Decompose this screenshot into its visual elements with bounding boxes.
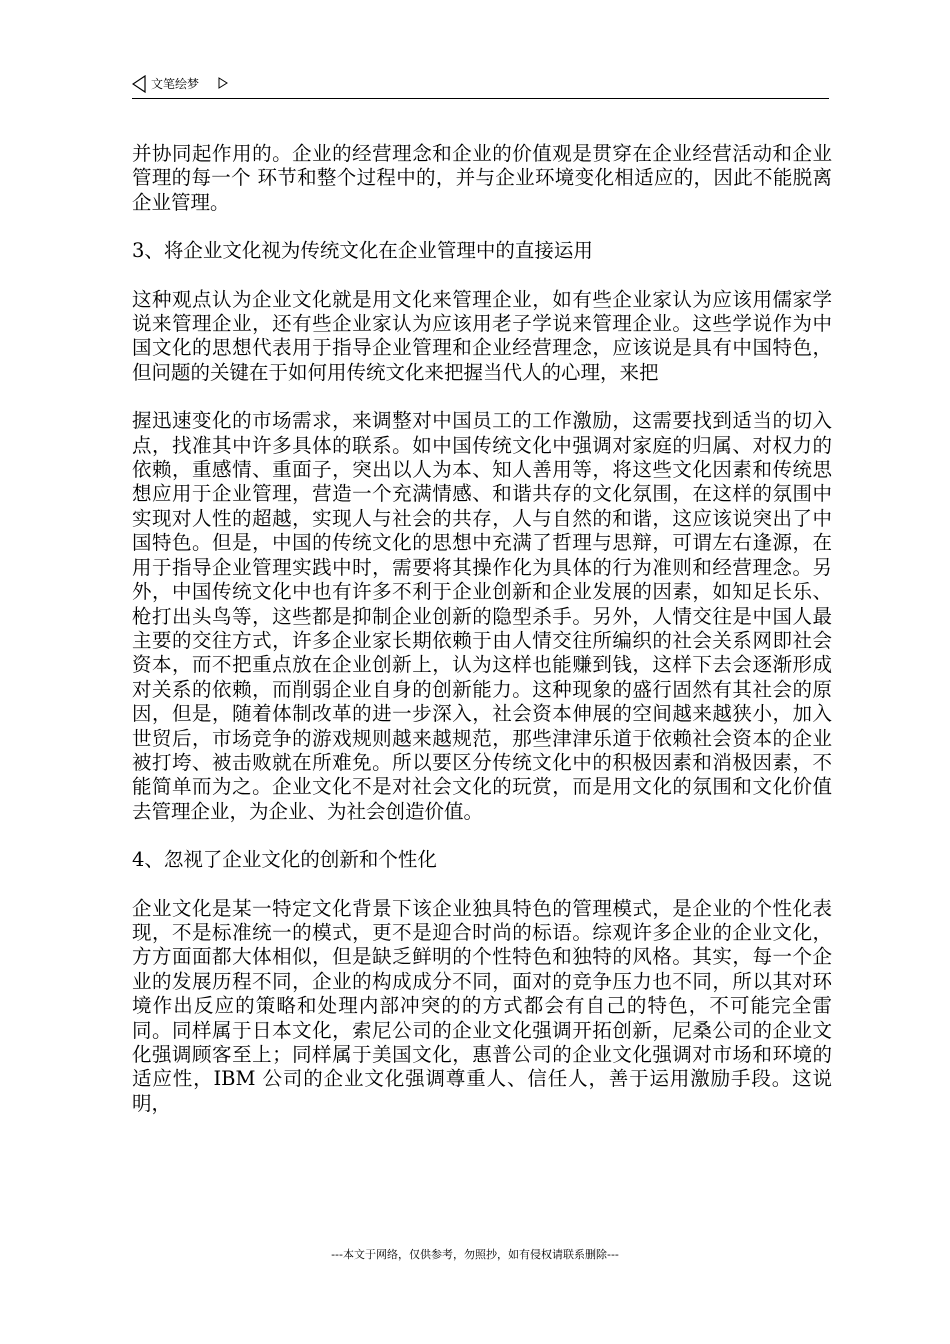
triangle-left-outline-icon [132,75,146,93]
paragraph: 这种观点认为企业文化就是用文化来管理企业，如有些企业家认为应该用儒家学说来管理企业，还有些企业家认为应该用老子学说来管理企业。这些学说作为中国文化的思想代表用于指导企业管理和企业经营理念，应该说是具有中国特色，但问题的关键在于如何用传统文化来把握当代人的心理，来把 [132,287,832,384]
document-body [132,142,832,1140]
paragraph: 企业文化是某一特定文化背景下该企业独具特色的管理模式，是企业的个性化表现，不是标准统一的模式，更不是迎合时尚的标语。综观许多企业的企业文化，方方面面都大体相似，但是缺乏鲜明的个性特色和独特的风格。其实，每一个企业的发展历程不同，企业的构成成分不同，面对的竞争压力也不同，所以其对环境作出反应的策略和处理内部冲突的的方式都会有自己的特色，不可能完全雷同。同样属于日本文化，索尼公司的企业文化强调开拓创新，尼桑公司的企业文化强调顾客至上；同样属于美国文化，惠普公司的企业文化强调对市场和环境的适应性，IBM 公司的企业文化强调尊重人、信任人，善于运用激励手段。这说明， [132,896,832,1115]
page-header [132,74,829,99]
section-heading: 4、忽视了企业文化的创新和个性化 [132,848,437,872]
paragraph: 并协同起作用的。企业的经营理念和企业的价值观是贯穿在企业经营活动和企业管理的每一个 环节和整个过程中的，并与企业环境变化相适应的，因此不能脱离企业管理。 [132,142,832,214]
page-footer: ---本文于网络，仅供参考，勿照抄，如有侵权请联系删除--- [331,1248,619,1261]
triangle-right-outline-icon [218,77,228,89]
section-heading: 3、将企业文化视为传统文化在企业管理中的直接运用 [132,239,593,263]
header-title: 文笔绘梦 [151,77,200,91]
paragraph: 握迅速变化的市场需求，来调整对中国员工的工作激励，这需要找到适当的切入点，找准其中许多具体的联系。如中国传统文化中强调对家庭的归属、对权力的依赖，重感情、重面子，突出以人为本、知人善用等，将这些文化因素和传统思想应用于企业管理，营造一个充满情感、和谐共存的文化氛围，在这样的氛围中实现对人性的超越，实现人与社会的共存，人与自然的和谐，这应该说突出了中国特色。但是，中国的传统文化的思想中充满了哲理与思辩，可谓左右逢源，在用于指导企业管理实践中时，需要将其操作化为具体的行为准则和经营理念。另外，中国传统文化中也有许多不利于企业创新和企业发展的因素，如知足长乐、枪打出头鸟等，这些都是抑制企业创新的隐型杀手。另外，人情交往是中国人最主要的交往方式，许多企业家长期依赖于由人情交往所编织的社会关系网即社会资本，而不把重点放在企业创新上，认为这样也能赚到钱，这样下去会逐渐形成对关系的依赖，而削弱企业自身的创新能力。这种现象的盛行固然有其社会的原因，但是，随着体制改革的进一步深入，社会资本伸展的空间越来越狭小，加入世贸后，市场竞争的游戏规则越来越规范，那些津津乐道于依赖社会资本的企业被打垮、被击败就在所难免。所以要区分传统文化中的积极因素和消极因素，不能简单而为之。企业文化不是对社会文化的玩赏，而是用文化的氛围和文化价值去管理企业，为企业、为社会创造价值。 [132,409,832,823]
